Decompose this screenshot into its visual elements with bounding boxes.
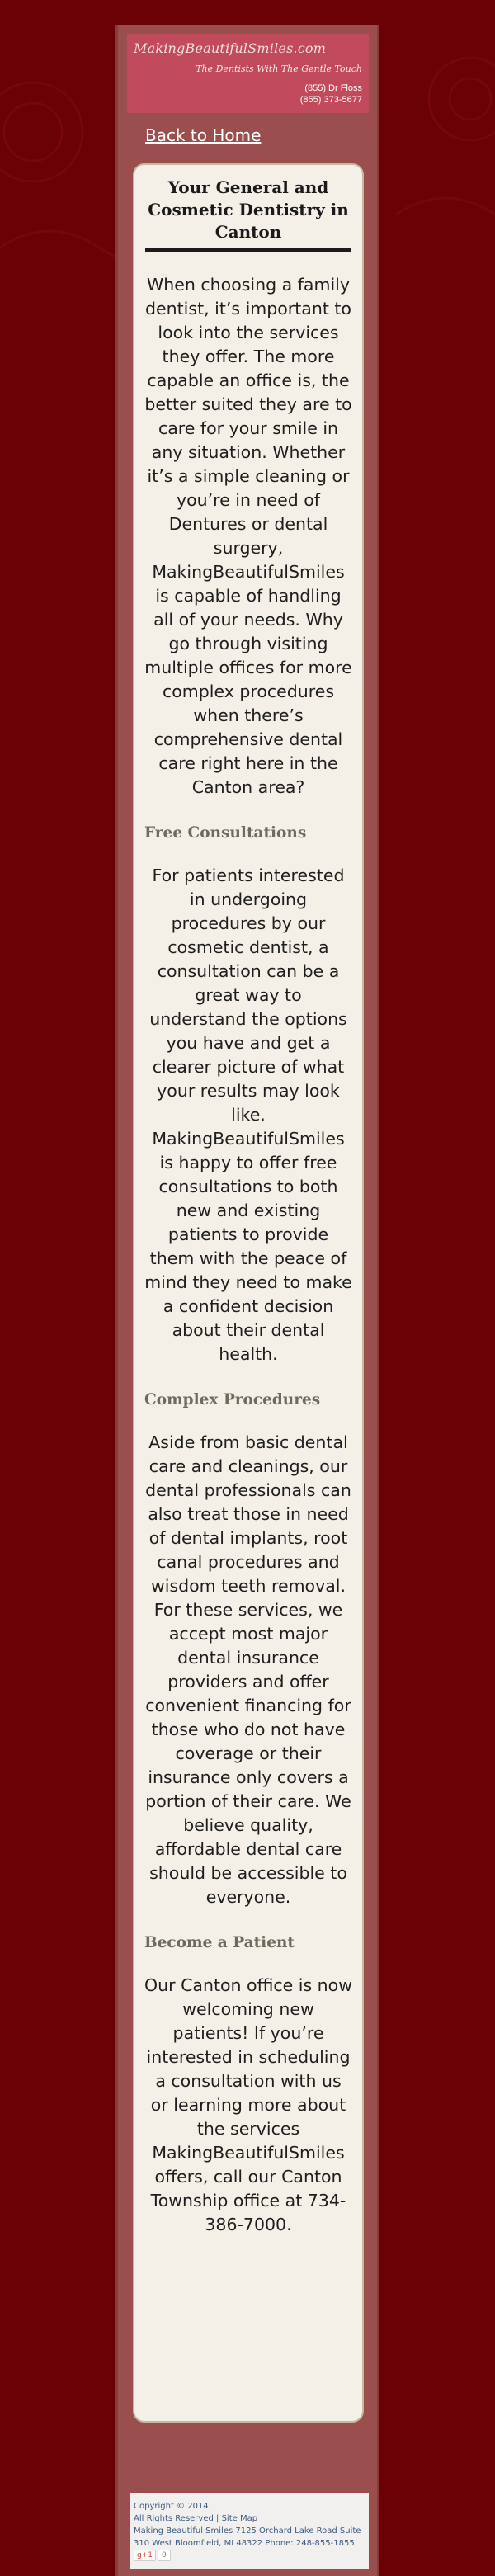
section-heading-become-a-patient: Become a Patient bbox=[144, 1934, 295, 1951]
section-text-complex-procedures: Aside from basic dental care and cleanings, our dental professionals can also treat those in need of dental implants, root canal procedures and wisdom teeth removal. For these services, we accept most major dental insurance providers and offer convenient financing for those who do not have coverage or their insurance only covers a portion of their care. We believe quality, affordable dental care should be accessible to everyone. bbox=[145, 1432, 351, 1907]
phone-number: (855) 373-5677 bbox=[299, 95, 362, 105]
google-plus-count: 0 bbox=[158, 2550, 171, 2561]
section-heading-free-consultations: Free Consultations bbox=[144, 824, 307, 842]
footer-rights: All Rights Reserved | bbox=[134, 2514, 219, 2523]
phone-vanity: (855) Dr Floss bbox=[304, 83, 362, 93]
site-header bbox=[127, 34, 369, 113]
section-text-become-a-patient: Our Canton office is now welcoming new patients! If you’re interested in scheduling a consultation with us or learning more about the services MakingBeautifulSmiles offers, call our Canton Township office at 734-386-7000. bbox=[144, 1975, 352, 2234]
footer-rights-line bbox=[134, 2512, 365, 2525]
content-column bbox=[116, 25, 380, 2576]
footer-copyright: Copyright © 2014 bbox=[134, 2502, 209, 2511]
footer-address: Making Beautiful Smiles 7125 Orchard Lake Road Suite 310 West Bloomfield, MI 48322 Phone: 248-855-1855 bbox=[134, 2526, 361, 2548]
section-heading-complex-procedures: Complex Procedures bbox=[144, 1391, 321, 1408]
page-title: Your General and Cosmetic Dentistry in Canton bbox=[148, 177, 349, 242]
intro-paragraph: When choosing a family dentist, it’s important to look into the services they offer. The more capable an office is, the better suited they are to care for your smile in any situation. Whether it’s a simple cleaning or you’re in need of Dentures or dental surgery, MakingBeautifulSmiles is capable of handling all of your needs. Why go through visiting multiple offices for more complex procedures when there’s comprehensive dental care right here in the Canton area? bbox=[144, 275, 352, 797]
google-plus-button[interactable]: g+1 bbox=[134, 2550, 156, 2561]
sitemap-link[interactable]: Site Map bbox=[221, 2514, 258, 2523]
site-tagline: The Dentists With The Gentle Touch bbox=[196, 64, 362, 74]
site-footer bbox=[130, 2493, 369, 2569]
footer-address-line bbox=[134, 2525, 365, 2562]
section-text-free-consultations: For patients interested in undergoing procedures by our cosmetic dentist, a consultation can be a great way to understand the options you have and get a clearer picture of what your results may look like. MakingBeautifulSmiles is happy to offer free consultations to both new and existing patients to provide them with the peace of mind they need to make a confident decision about their dental health. bbox=[144, 866, 352, 1364]
article-card bbox=[133, 163, 364, 2423]
back-to-home-link[interactable]: Back to Home bbox=[145, 125, 262, 145]
title-divider bbox=[145, 248, 351, 252]
site-logo[interactable]: MakingBeautifulSmiles.com bbox=[134, 40, 327, 56]
